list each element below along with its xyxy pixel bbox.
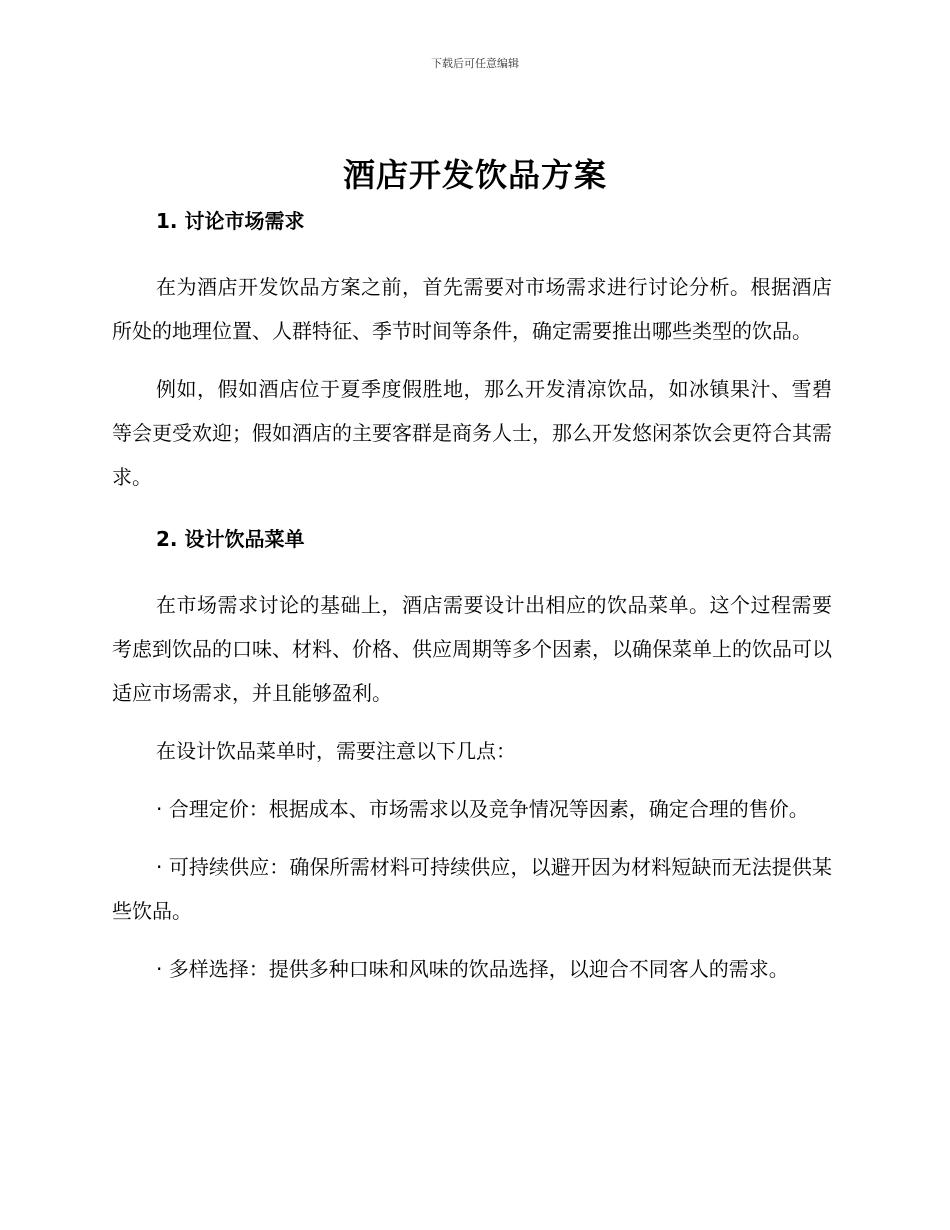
- section-heading-market-demand: 1. 讨论市场需求: [156, 209, 305, 233]
- section-heading-menu-design: 2. 设计饮品菜单: [156, 527, 305, 551]
- bullet-item: · 可持续供应：确保所需材料可持续供应，以避开因为材料短缺而无法提供某些饮品。: [112, 855, 832, 923]
- bullet-item: · 多样选择：提供多种口味和风味的饮品选择，以迎合不同客人的需求。: [156, 957, 789, 981]
- bullet-item: · 合理定价：根据成本、市场需求以及竞争情况等因素，确定合理的售价。: [156, 797, 809, 821]
- paragraph: 在设计饮品菜单时，需要注意以下几点：: [156, 739, 516, 763]
- document-body: [112, 205, 832, 991]
- paragraph: 在市场需求讨论的基础上，酒店需要设计出相应的饮品菜单。这个过程需要考虑到饮品的口味、材料、价格、供应周期等多个因素，以确保菜单上的饮品可以适应市场需求，并且能够盈利。: [112, 593, 832, 705]
- paragraph: 在为酒店开发饮品方案之前，首先需要对市场需求进行讨论分析。根据酒店所处的地理位置、人群特征、季节时间等条件，确定需要推出哪些类型的饮品。: [112, 275, 832, 343]
- paragraph: 例如，假如酒店位于夏季度假胜地，那么开发清凉饮品，如冰镇果汁、雪碧等会更受欢迎；假如酒店的主要客群是商务人士，那么开发悠闲茶饮会更符合其需求。: [112, 377, 832, 489]
- document-title: 酒店开发饮品方案: [342, 156, 607, 194]
- header-note: 下载后可任意编辑: [431, 57, 519, 70]
